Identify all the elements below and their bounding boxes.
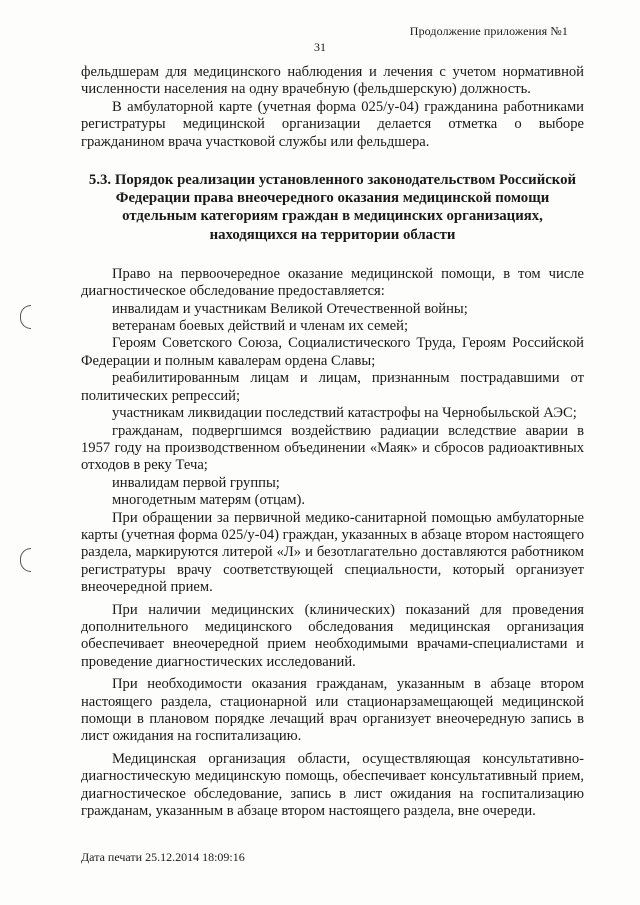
list-item: гражданам, подвергшимся воздействию радиации вследствие аварии в 1957 году на производственном объединении «Маяк» и сбросов радиоактивных отходов в реку Теча; [81, 422, 584, 474]
header-note: Продолжение приложения №1 [409, 24, 568, 38]
page-number: 31 [314, 40, 326, 54]
paragraph: При наличии медицинских (клинических) показаний для проведения дополнительного медицинского обследования медицинская организация обеспечивает внеочередной прием необходимыми врачами-специалистами и проведение диагностических исследований. [81, 601, 584, 670]
intro-paragraph: Право на первоочередное оказание медицинской помощи, в том числе диагностическое обследование предоставляется: [81, 265, 584, 300]
print-date: Дата печати 25.12.2014 18:09:16 [81, 850, 245, 864]
binder-hole-mark-top [20, 305, 31, 329]
list-item: Героям Советского Союза, Социалистического Труда, Героям Российской Федерации и полным кавалерам ордена Славы; [81, 335, 584, 369]
paragraph: В амбулаторной карте (учетная форма 025/у-04) гражданина работниками регистратуры медицинской организации делается отметка о выборе гражданином врача участковой службы или фельдшера. [81, 98, 584, 150]
list-item: ветеранам боевых действий и членам их семей; [112, 318, 409, 335]
list-item: инвалидам первой группы; [112, 474, 280, 491]
list-item: инвалидам и участникам Великой Отечественной войны; [112, 300, 468, 317]
list-item: реабилитированным лицам и лицам, признанным пострадавшими от политических репрессий; [81, 370, 584, 404]
paragraph: Медицинская организация области, осуществляющая консультативно-диагностическую медицинскую помощь, обеспечивает консультативный прием, диагностическое обследование, запись в лист ожидания на госпитализацию гражданам, указанным в абзаце втором настоящего раздела, вне очереди. [81, 750, 584, 820]
paragraph: При необходимости оказания гражданам, указанным в абзаце втором настоящего раздела, стационарной или стационарзамещающей медицинской помощи в плановом порядке лечащий врач организует внеочередную запись в лист ожидания на госпитализацию. [81, 676, 584, 745]
binder-hole-mark-bottom [20, 548, 31, 572]
paragraph: При обращении за первичной медико-санитарной помощью амбулаторные карты (учетная форма 025/у-04) граждан, указанных в абзаце втором настоящего раздела, маркируются литерой «Л» и безотлагательно доставляются работником регистратуры врачу соответствующей специальности, который организует внеочередной прием. [81, 509, 584, 596]
list-item: участникам ликвидации последствий катастрофы на Чернобыльской АЭС; [112, 405, 577, 422]
section-title: 5.3. Порядок реализации установленного законодательством Российской Федерации права внеочередного оказания медицинской помощи отдельным категориям граждан в медицинских организациях, находящихся на территории области [88, 172, 577, 243]
document-body [81, 64, 584, 820]
paragraph: фельдшерам для медицинского наблюдения и лечения с учетом нормативной численности населения на одну врачебную (фельдшерскую) должность. [81, 64, 584, 98]
list-item: многодетным матерям (отцам). [112, 492, 305, 509]
